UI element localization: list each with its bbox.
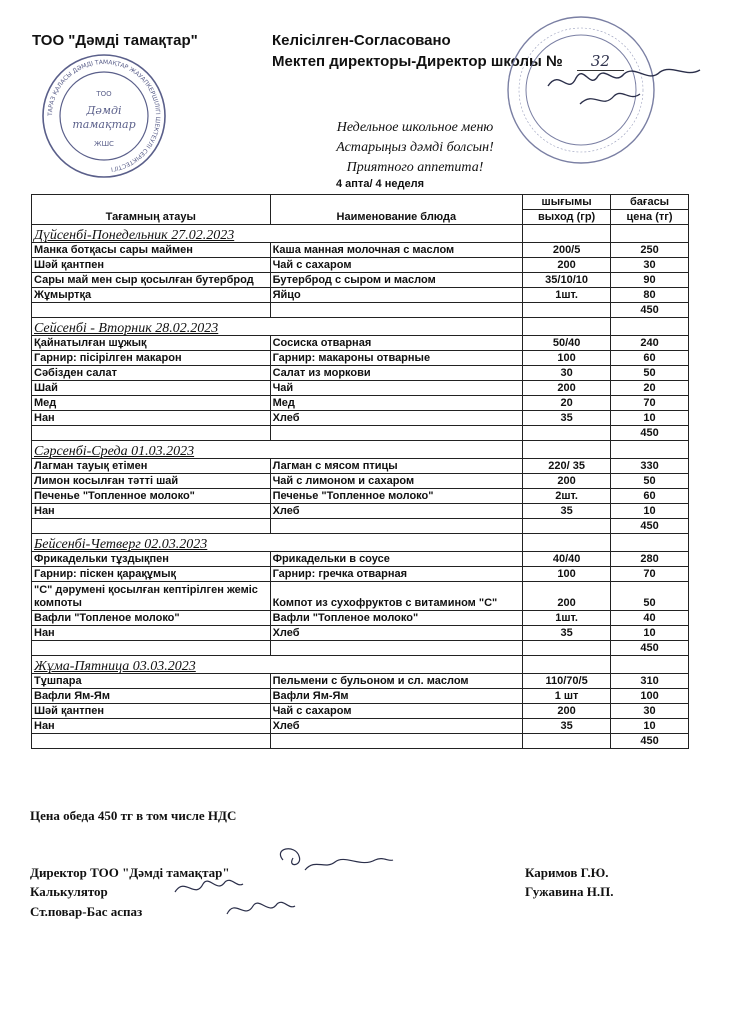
col-header-price-top: бағасы [611, 195, 689, 210]
school-number: 32 [577, 52, 624, 71]
menu-item-row [32, 674, 689, 689]
menu-item-row [32, 689, 689, 704]
dish-name-ru: Хлеб [270, 411, 523, 426]
dish-name-ru: Чай с сахаром [270, 704, 523, 719]
menu-item-row [32, 567, 689, 582]
day-title: Сәрсенбі-Среда 01.03.2023 [32, 441, 523, 459]
dish-name-kz: "С" дәрумені қосылған кептірілген жеміс компоты [32, 582, 271, 611]
dish-name-ru: Гарнир: гречка отварная [270, 567, 523, 582]
dish-name-kz: Жұмыртқа [32, 288, 271, 303]
menu-item-row [32, 273, 689, 288]
menu-item-row [32, 243, 689, 258]
dish-name-ru: Вафли "Топленое молоко" [270, 611, 523, 626]
dish-output: 200 [523, 474, 611, 489]
dish-output: 35 [523, 719, 611, 734]
dish-output: 40/40 [523, 552, 611, 567]
dish-name-ru: Каша манная молочная с маслом [270, 243, 523, 258]
dish-price: 70 [611, 567, 689, 582]
day-header-row [32, 318, 689, 336]
dish-name-kz: Нан [32, 504, 271, 519]
dish-output: 35/10/10 [523, 273, 611, 288]
dish-name-kz: Шәй қантпен [32, 258, 271, 273]
day-total-row [32, 519, 689, 534]
dish-output: 30 [523, 366, 611, 381]
day-total-row [32, 426, 689, 441]
empty-cell [523, 519, 611, 534]
dish-name-ru: Салат из моркови [270, 366, 523, 381]
dish-output: 1шт. [523, 611, 611, 626]
empty-cell [270, 426, 523, 441]
empty-cell [270, 519, 523, 534]
menu-table-body [32, 195, 689, 749]
dish-name-kz: Шәй қантпен [32, 704, 271, 719]
dish-name-ru: Хлеб [270, 504, 523, 519]
dish-name-kz: Сары май мен сыр қосылған бутерброд [32, 273, 271, 288]
dish-name-kz: Нан [32, 719, 271, 734]
dish-name-ru: Мед [270, 396, 523, 411]
menu-item-row [32, 258, 689, 273]
dish-name-ru: Чай с лимоном и сахаром [270, 474, 523, 489]
empty-cell [523, 641, 611, 656]
menu-title: Недельное школьное меню [336, 120, 494, 135]
dish-name-kz: Мед [32, 396, 271, 411]
empty-cell [523, 225, 611, 243]
day-header-row [32, 534, 689, 552]
menu-item-row [32, 381, 689, 396]
dish-price: 70 [611, 396, 689, 411]
empty-cell [611, 441, 689, 459]
dish-name-kz: Шай [32, 381, 271, 396]
empty-cell [32, 519, 271, 534]
day-total: 450 [611, 519, 689, 534]
org-stamp [40, 52, 168, 180]
dish-output: 200 [523, 381, 611, 396]
menu-item-row [32, 611, 689, 626]
dish-price: 50 [611, 582, 689, 611]
empty-cell [32, 641, 271, 656]
empty-cell [270, 734, 523, 749]
day-title: Дүйсенбі-Понедельник 27.02.2023 [32, 225, 523, 243]
dish-name-ru: Яйцо [270, 288, 523, 303]
empty-cell [611, 656, 689, 674]
dish-output: 2шт. [523, 489, 611, 504]
empty-cell [523, 656, 611, 674]
empty-cell [611, 318, 689, 336]
menu-item-row [32, 719, 689, 734]
dish-price: 330 [611, 459, 689, 474]
calculator-label: Калькулятор [30, 884, 108, 899]
calculator-name: Гужавина Н.П. [525, 884, 614, 899]
empty-cell [523, 534, 611, 552]
dish-name-ru: Пельмени с бульоном и сл. маслом [270, 674, 523, 689]
dish-name-ru: Компот из сухофруктов с витамином "С" [270, 582, 523, 611]
director-school-label: Мектеп директоры-Директор школы № [272, 53, 563, 70]
dish-name-kz: Печенье "Топленное молоко" [32, 489, 271, 504]
director-name: Каримов Г.Ю. [525, 865, 609, 880]
empty-cell [611, 225, 689, 243]
dish-name-ru: Сосиска отварная [270, 336, 523, 351]
day-total-row [32, 734, 689, 749]
day-title: Сейсенбі - Вторник 28.02.2023 [32, 318, 523, 336]
dish-output: 200 [523, 704, 611, 719]
menu-item-row [32, 351, 689, 366]
menu-item-row [32, 396, 689, 411]
dish-name-kz: Гарнир: піскен қарақұмық [32, 567, 271, 582]
day-header-row [32, 225, 689, 243]
dish-output: 220/ 35 [523, 459, 611, 474]
dish-output: 100 [523, 351, 611, 366]
menu-item-row [32, 411, 689, 426]
dish-output: 35 [523, 411, 611, 426]
dish-price: 280 [611, 552, 689, 567]
org-name: ТОО "Дәмді тамақтар" [32, 32, 198, 49]
dish-name-ru: Чай [270, 381, 523, 396]
dish-price: 30 [611, 258, 689, 273]
dish-name-ru: Печенье "Топленное молоко" [270, 489, 523, 504]
menu-item-row [32, 336, 689, 351]
menu-item-row [32, 474, 689, 489]
dish-output: 200 [523, 258, 611, 273]
dish-name-kz: Манка ботқасы сары маймен [32, 243, 271, 258]
dish-output: 100 [523, 567, 611, 582]
dish-name-ru: Фрикадельки в соусе [270, 552, 523, 567]
empty-cell [523, 426, 611, 441]
dish-output: 50/40 [523, 336, 611, 351]
menu-item-row [32, 459, 689, 474]
day-title: Жұма-Пятница 03.03.2023 [32, 656, 523, 674]
dish-name-ru: Бутерброд с сыром и маслом [270, 273, 523, 288]
dish-price: 100 [611, 689, 689, 704]
dish-output: 35 [523, 626, 611, 641]
dish-price: 10 [611, 626, 689, 641]
menu-table [31, 194, 689, 749]
greeting-kz: Астарыңыз дәмді болсын! [336, 140, 494, 155]
dish-price: 10 [611, 719, 689, 734]
dish-price: 50 [611, 366, 689, 381]
empty-cell [270, 641, 523, 656]
dish-price: 10 [611, 411, 689, 426]
dish-price: 30 [611, 704, 689, 719]
chef-label: Ст.повар-Бас аспаз [30, 904, 143, 919]
day-header-row [32, 656, 689, 674]
dish-output: 200 [523, 582, 611, 611]
dish-price: 310 [611, 674, 689, 689]
dish-price: 60 [611, 351, 689, 366]
empty-cell [32, 734, 271, 749]
dish-price: 40 [611, 611, 689, 626]
footer-signatures [165, 840, 395, 930]
empty-cell [32, 303, 271, 318]
col-header-output-bottom: выход (гр) [523, 210, 611, 225]
menu-item-row [32, 366, 689, 381]
col-header-output-top: шығымы [523, 195, 611, 210]
dish-name-kz: Гарнир: пісірілген макарон [32, 351, 271, 366]
menu-item-row [32, 582, 689, 611]
dish-name-ru: Гарнир: макароны отварные [270, 351, 523, 366]
dish-output: 1 шт [523, 689, 611, 704]
day-header-row [32, 441, 689, 459]
dish-name-ru: Хлеб [270, 719, 523, 734]
stamp-ring-text: ТАРАЗ ҚАЛАСЫ ДӘМДІ ТАМАҚТАР ЖАУАПКЕРШІЛІГІ ШЕКТЕУЛІ СЕРІКТЕСТІГІ [46, 58, 162, 173]
menu-item-row [32, 552, 689, 567]
director-signature [540, 56, 710, 116]
dish-price: 10 [611, 504, 689, 519]
director-label: Директор ТОО "Дәмді тамақтар" [30, 865, 230, 880]
empty-cell [270, 303, 523, 318]
table-header-row [32, 195, 689, 210]
menu-item-row [32, 504, 689, 519]
dish-name-ru: Вафли Ям-Ям [270, 689, 523, 704]
dish-output: 35 [523, 504, 611, 519]
dish-name-kz: Лагман тауық етімен [32, 459, 271, 474]
menu-item-row [32, 626, 689, 641]
day-total: 450 [611, 303, 689, 318]
day-total-row [32, 641, 689, 656]
empty-cell [523, 441, 611, 459]
stamp-name2: тамақтар [72, 118, 136, 131]
day-total: 450 [611, 734, 689, 749]
empty-cell [611, 534, 689, 552]
dish-name-kz: Нан [32, 411, 271, 426]
dish-name-ru: Лагман с мясом птицы [270, 459, 523, 474]
dish-price: 80 [611, 288, 689, 303]
dish-name-kz: Тұшпара [32, 674, 271, 689]
empty-cell [32, 426, 271, 441]
dish-price: 250 [611, 243, 689, 258]
dish-name-kz: Лимон косылған тәтті шай [32, 474, 271, 489]
day-total: 450 [611, 641, 689, 656]
stamp-top: ТОО [96, 90, 112, 98]
empty-cell [523, 734, 611, 749]
dish-output: 200/5 [523, 243, 611, 258]
dish-name-kz: Сәбізден салат [32, 366, 271, 381]
stamp-bottom: ЖШС [94, 140, 114, 148]
dish-name-ru: Чай с сахаром [270, 258, 523, 273]
menu-item-row [32, 489, 689, 504]
dish-name-kz: Фрикадельки тұздықпен [32, 552, 271, 567]
approved-label: Келісілген-Согласовано [272, 32, 451, 49]
greeting-ru: Приятного аппетита! [346, 160, 484, 175]
dish-price: 20 [611, 381, 689, 396]
dish-price: 60 [611, 489, 689, 504]
empty-cell [523, 318, 611, 336]
dish-name-kz: Вафли "Топленое молоко" [32, 611, 271, 626]
day-total: 450 [611, 426, 689, 441]
stamp-name1: Дәмді [86, 104, 122, 117]
dish-name-kz: Вафли Ям-Ям [32, 689, 271, 704]
dish-output: 110/70/5 [523, 674, 611, 689]
day-title: Бейсенбі-Четверг 02.03.2023 [32, 534, 523, 552]
dish-name-kz: Қайнатылған шұжық [32, 336, 271, 351]
col-header-ru: Наименование блюда [270, 195, 523, 225]
dish-name-ru: Хлеб [270, 626, 523, 641]
week-label: 4 апта/ 4 неделя [336, 178, 424, 190]
col-header-price-bottom: цена (тг) [611, 210, 689, 225]
dish-name-kz: Нан [32, 626, 271, 641]
dish-price: 240 [611, 336, 689, 351]
empty-cell [523, 303, 611, 318]
dish-price: 90 [611, 273, 689, 288]
price-note: Цена обеда 450 тг в том числе НДС [30, 808, 237, 823]
menu-item-row [32, 704, 689, 719]
dish-output: 1шт. [523, 288, 611, 303]
day-total-row [32, 303, 689, 318]
col-header-kz: Тағамның атауы [32, 195, 271, 225]
menu-item-row [32, 288, 689, 303]
dish-price: 50 [611, 474, 689, 489]
dish-output: 20 [523, 396, 611, 411]
